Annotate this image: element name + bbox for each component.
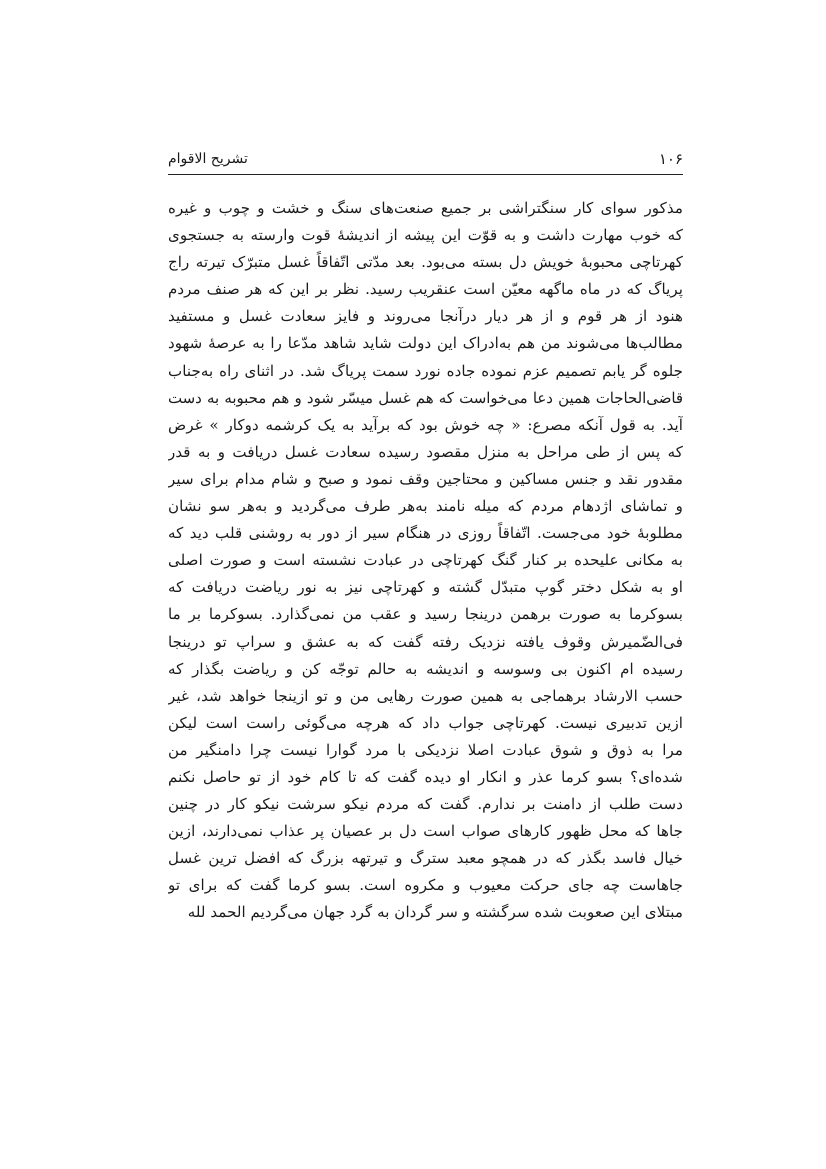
text-line: ازین تدبیری نیست. کهرتاچی جواب داد که هرچه می‌گوئی راست است لیکن — [168, 713, 683, 732]
text-line: آید. به قول آنکه مصرع: « چه خوش بود که برآید به یک کرشمه دوکار » غرض — [168, 415, 683, 434]
text-line: او به شکل دختر گوپ متبدّل گشته و کهرتاچی نیز به نور ریاضت دریافت که — [168, 578, 683, 597]
text-line: رسیده ام اکنون بی وسوسه و اندیشه به حالم توجّه کن و ریاضت بگذار که — [168, 659, 683, 678]
text-line: مبتلای این صعوبت شده سرگشته و سر گردان به گرد جهان می‌گردیم الحمد لله — [187, 903, 683, 922]
body-text — [168, 195, 683, 927]
page-number: ۱۰۶ — [658, 150, 683, 168]
text-line: هنود از هر قوم و از هر دیار درآنجا می‌روند و فایز سعادت غسل و مستفید — [168, 307, 683, 326]
text-line: مرا به ذوق و شوق عبادت اصلا نزدیکی با مرد گوارا نیست چرا دامنگیر من — [168, 740, 683, 759]
text-line: مقدور نقد و جنس مساکین و محتاجین وقف نمود و صبح و شام مدام برای سیر — [168, 469, 683, 488]
text-line: مطلوبهٔ خود می‌جست. اتّفاقاً روزی در هنگام سیر از دور به روشنی قلب دید که — [168, 524, 683, 543]
text-line: قاضی‌الحاجات همین دعا می‌خواست که هم غسل میسّر شود و هم محبوبه به دست — [168, 388, 683, 407]
text-line: جاها که محل ظهور کارهای صواب است دل بر عصیان پر عذاب نمی‌دارند، ازین — [168, 822, 683, 841]
text-line: شده‌ای؟ بسو کرما عذر و انکار او دیده گفت که تا کام خود از تو حاصل نکنم — [168, 767, 683, 786]
text-line: به مکانی علیحده بر کنار گنگ کهرتاچی در عبادت نشسته است و صورت اصلی — [168, 551, 683, 570]
header-rule — [168, 174, 683, 175]
text-line: پریاگ که در ماه ماگهه معیّن است عنقریب رسید. نظر بر این که هر صنف مردم — [168, 280, 683, 299]
text-line: که پس از طی مراحل به منزل مقصود رسیده سعادت غسل دریافت و به قدر — [168, 442, 683, 461]
text-line: دست طلب از دامنت بر ندارم. گفت که مردم نیکو سرشت نیکو کار در چنین — [168, 795, 683, 814]
text-line: حسب الارشاد برهماجی به همین صورت رهایی من و تو ازینجا خواهد شد، غیر — [168, 686, 683, 705]
text-line: فی‌الضّمیرش وقوف یافته نزدیک رفته گفت که به عشق و سراپ تو درینجا — [168, 632, 683, 651]
text-line: خیال فاسد بگذر که در همچو معبد سترگ و تیرتهه بزرگ که افضل ترین غسل — [168, 849, 683, 868]
text-line: کهرتاچی محبوبهٔ خویش دل بسته می‌بود. بعد مدّتی اتّفاقاً غسل متبرّک تیرته راج — [168, 253, 683, 272]
text-line: و تماشای اژدهام مردم که میله نامند به‌هر طرف می‌گردید و به‌هر سو نشان — [168, 497, 683, 516]
text-line: مطالب‌ها می‌شوند من هم به‌ادراک این دولت شاید شاهد مدّعا را به عرصهٔ شهود — [168, 334, 683, 353]
book-title: تشریح الاقوام — [168, 151, 248, 167]
text-line: جاهاست چه جای حرکت معیوب و مکروه است. بسو کرما گفت که برای تو — [168, 876, 683, 895]
text-line: که خوب مهارت داشت و به قوّت این پیشه از اندیشهٔ قوت وارسته به جستجوی — [168, 226, 683, 245]
running-head — [168, 148, 683, 174]
text-line: بسوکرما به صورت برهمن درینجا رسید و عقب من نمی‌گذارد. بسوکرما بر ما — [168, 605, 683, 624]
text-line: جلوه گر یابم تصمیم عزم نموده جاده نورد سمت پریاگ شد. در اثنای راه به‌جناب — [168, 361, 683, 380]
text-line: مذکور سوای کار سنگتراشی بر جمیع صنعت‌های سنگ و خشت و چوب و غیره — [168, 199, 683, 217]
